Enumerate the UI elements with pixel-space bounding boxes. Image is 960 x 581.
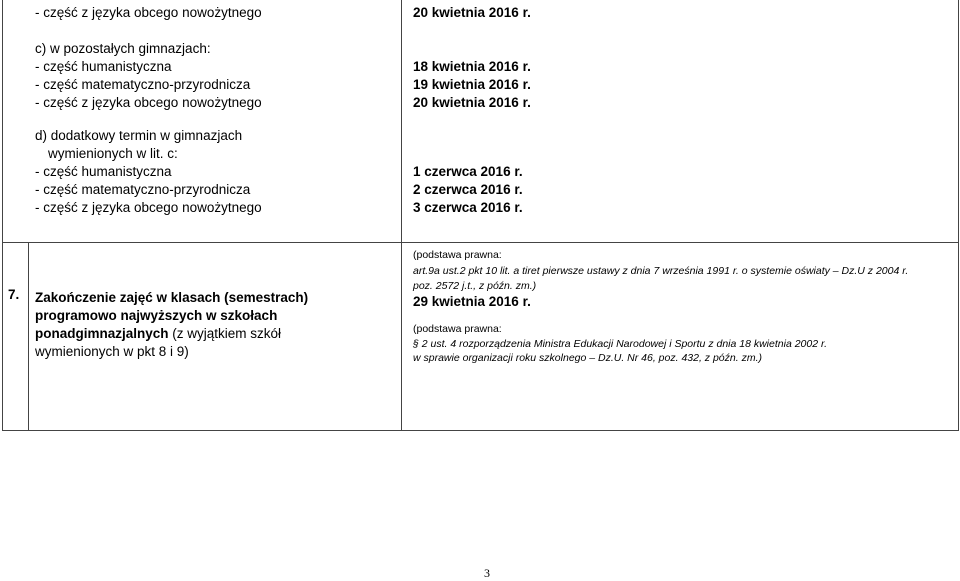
- section-d-item: - część matematyczno-przyrodnicza: [35, 182, 251, 197]
- date-c: 19 kwietnia 2016 r.: [413, 77, 531, 92]
- legal-basis-text: § 2 ust. 4 rozporządzenia Ministra Edukacji Narodowej i Sportu z dnia 18 kwietnia 2002 r.: [413, 338, 827, 350]
- date-c: 18 kwietnia 2016 r.: [413, 59, 531, 74]
- row7-text-line: [35, 307, 277, 325]
- left-line-language: - część z języka obcego nowożytnego: [35, 5, 262, 20]
- page-number: 3: [484, 566, 490, 580]
- section-c-item: - część humanistyczna: [35, 59, 172, 74]
- legal-basis-text: w sprawie organizacji roku szkolnego – Dz.U. Nr 46, poz. 432, z późn. zm.): [413, 352, 762, 364]
- column-divider-dates: [401, 0, 402, 430]
- legal-basis-text: art.9a ust.2 pkt 10 lit. a tiret pierwsze ustawy z dnia 7 września 1991 r. o systemie oświaty – Dz.U z 2004 r.: [413, 265, 909, 277]
- legal-basis-label: (podstawa prawna:: [413, 249, 502, 261]
- row7-text-normal: wymienionych w pkt 8 i 9): [35, 344, 189, 359]
- legal-basis-label: (podstawa prawna:: [413, 323, 502, 335]
- section-d-item: - część humanistyczna: [35, 164, 172, 179]
- date-d: 1 czerwca 2016 r.: [413, 164, 523, 179]
- row-number: 7.: [8, 287, 20, 302]
- row7-date: 29 kwietnia 2016 r.: [413, 294, 531, 309]
- row7-text-bold: ponadgimnazjalnych: [35, 326, 169, 341]
- date-top: 20 kwietnia 2016 r.: [413, 5, 531, 20]
- row7-text-bold: programowo najwyższych w szkołach: [35, 308, 278, 323]
- row7-text-line: [35, 289, 308, 307]
- date-d: 3 czerwca 2016 r.: [413, 200, 523, 215]
- column-divider-number: [28, 242, 29, 430]
- row7-text-line: [35, 343, 189, 361]
- row-divider-7: [2, 242, 959, 243]
- section-d-item: - część z języka obcego nowożytnego: [35, 200, 262, 215]
- section-c-item: - część z języka obcego nowożytnego: [35, 95, 262, 110]
- section-d-title-cont: wymienionych w lit. c:: [48, 146, 178, 161]
- section-c-title: c) w pozostałych gimnazjach:: [35, 41, 211, 56]
- row7-text-bold: Zakończenie zajęć w klasach (semestrach): [35, 290, 309, 305]
- section-d-title: d) dodatkowy termin w gimnazjach: [35, 128, 243, 143]
- date-d: 2 czerwca 2016 r.: [413, 182, 523, 197]
- row7-text-normal: (z wyjątkiem szkół: [168, 326, 282, 341]
- date-c: 20 kwietnia 2016 r.: [413, 95, 531, 110]
- section-c-item: - część matematyczno-przyrodnicza: [35, 77, 251, 92]
- row7-text-line: [35, 325, 281, 343]
- legal-basis-text: poz. 2572 j.t., z późn. zm.): [413, 280, 537, 292]
